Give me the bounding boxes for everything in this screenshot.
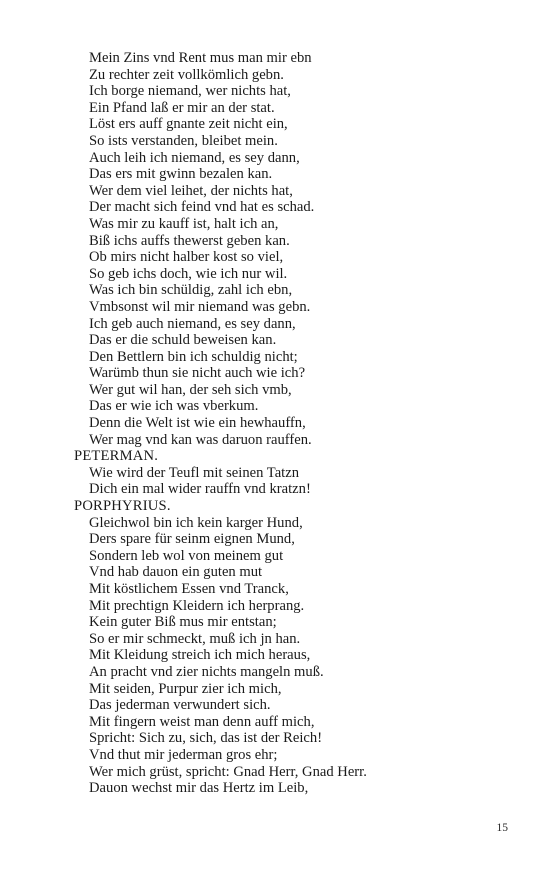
verse-line: Mit köstlichem Essen vnd Tranck, [89, 581, 289, 597]
verse-line: Der macht sich feind vnd hat es schad. [89, 199, 315, 216]
poem-text-block [74, 50, 514, 797]
verse-line: Ich borge niemand, wer nichts hat, [89, 83, 291, 100]
verse-line: Den Bettlern bin ich schuldig nicht; [89, 348, 298, 365]
verse-line: So ists verstanden, bleibet mein. [89, 132, 278, 149]
verse-line: Warümb thun sie nicht auch wie ich? [89, 365, 306, 382]
verse-line: Das er wie ich was vberkum. [89, 398, 259, 415]
verse-line: Mit seiden, Purpur zier ich mich, [89, 680, 282, 697]
verse-line: Wer mag vnd kan was daruon rauffen. [89, 431, 312, 448]
verse-line: Auch leih ich niemand, es sey dann, [89, 149, 300, 166]
verse-line: Sondern leb wol von meinem gut [89, 547, 284, 564]
verse-line: Vnd thut mir jederman gros ehr; [89, 746, 278, 763]
verse-line: Vmbsonst wil mir niemand was gebn. [89, 298, 311, 315]
verse-line: Was mir zu kauff ist, halt ich an, [89, 215, 279, 232]
verse-line: Das ers mit gwinn bezalen kan. [89, 166, 273, 183]
verse-line: An pracht vnd zier nichts mangeln muß. [89, 663, 324, 680]
verse-line: Vnd hab dauon ein guten mut [89, 564, 263, 581]
verse-line: Wer dem viel leihet, der nichts hat, [89, 182, 293, 199]
verse-line: Dauon wechst mir das Hertz im Leib, [89, 780, 309, 797]
verse-line: Mit prechtign Kleidern ich herprang. [89, 597, 305, 614]
verse-line: Wer gut wil han, der seh sich vmb, [89, 381, 292, 398]
verse-line: Denn die Welt ist wie ein hewhauffn, [89, 415, 306, 432]
verse-line: So geb ichs doch, wie ich nur wil. [89, 265, 288, 282]
verse-line: Wer mich grüst, spricht: Gnad Herr, Gnad Herr. [89, 763, 367, 780]
verse-line: Ders spare für seinm eignen Mund, [89, 531, 295, 548]
verse-line: Was ich bin schüldig, zahl ich ebn, [89, 282, 293, 299]
verse-line: Mein Zins vnd Rent mus man mir ebn [89, 50, 312, 66]
verse-line: Gleichwol bin ich kein karger Hund, [89, 514, 303, 531]
verse-line: Das er die schuld beweisen kan. [89, 332, 277, 349]
verse-line: Ein Pfand laß er mir an der stat. [89, 99, 275, 116]
page-number: 15 [496, 822, 508, 834]
verse-line: Spricht: Sich zu, sich, das ist der Reich! [89, 730, 323, 747]
verse-line: Wie wird der Teufl mit seinen Tatzn [89, 464, 299, 481]
verse-line: Mit Kleidung streich ich mich heraus, [89, 647, 311, 664]
verse-line: Das jederman verwundert sich. [89, 697, 271, 714]
verse-line: Dich ein mal wider rauffn vnd kratzn! [89, 481, 311, 498]
speaker-name: PETERMAN. [74, 448, 159, 465]
speaker-name: PORPHYRIUS. [74, 498, 171, 515]
verse-line: Kein guter Biß mus mir entstan; [89, 614, 277, 631]
verse-line: Ich geb auch niemand, es sey dann, [89, 315, 296, 332]
verse-line: So er mir schmeckt, muß ich jn han. [89, 630, 301, 647]
verse-line: Zu rechter zeit vollkömlich gebn. [89, 66, 284, 83]
verse-line: Mit fingern weist man denn auff mich, [89, 713, 315, 730]
verse-line: Ob mirs nicht halber kost so viel, [89, 249, 284, 266]
verse-line: Löst ers auff gnante zeit nicht ein, [89, 116, 288, 133]
verse-line: Biß ichs auffs thewerst geben kan. [89, 232, 290, 249]
